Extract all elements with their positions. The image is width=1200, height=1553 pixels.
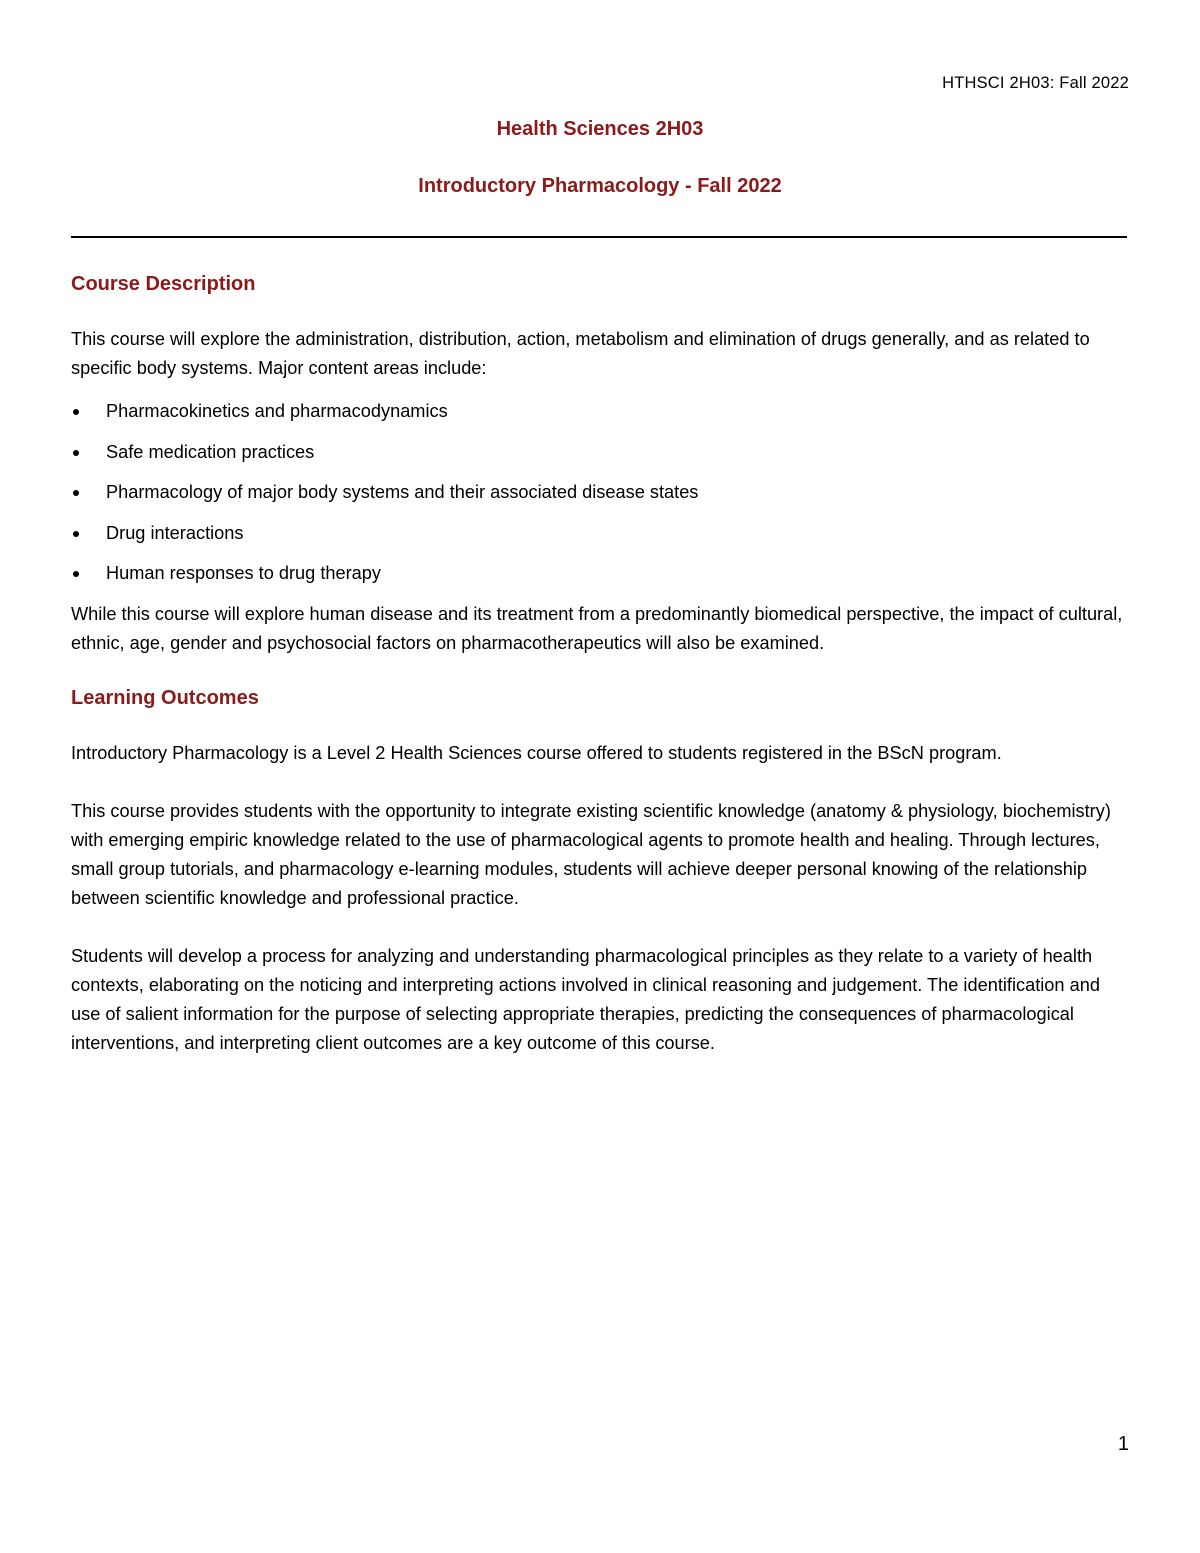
title-block — [0, 115, 1200, 200]
document-body — [71, 270, 1133, 1058]
bullet-icon — [73, 571, 79, 577]
page-number: 1 — [1117, 1433, 1129, 1455]
course-description-section — [71, 270, 1133, 658]
title-divider — [71, 236, 1127, 238]
learning-outcomes-paragraph: Introductory Pharmacology is a Level 2 Health Sciences course offered to students registered in the BScN program. — [71, 742, 1002, 763]
bullet-icon — [73, 531, 79, 537]
course-description-heading: Course Description — [71, 273, 256, 295]
list-item-text: Pharmacology of major body systems and their associated disease states — [106, 482, 699, 502]
content-areas-list — [71, 397, 1133, 588]
course-description-closing: While this course will explore human disease and its treatment from a predominantly biomedical perspective, the impact of cultural, ethnic, age, gender and psychosocial factors on pharmacotherapeutics will also be examined. — [71, 603, 1123, 653]
learning-outcomes-heading: Learning Outcomes — [71, 686, 259, 709]
bullet-icon — [73, 450, 79, 456]
document-title: Health Sciences 2H03 — [496, 118, 704, 140]
learning-outcomes-paragraph: Students will develop a process for analyzing and understanding pharmacological principles as they relate to a variety of health contexts, elaborating on the noticing and interpreting actions involved in clinical reasoning and judgement. The identification and use of salient information for the purpose of selecting appropriate therapies, predicting the consequences of pharmacological interventions, and interpreting client outcomes are a key outcome of this course. — [71, 945, 1100, 1053]
list-item — [71, 559, 1133, 588]
course-description-intro: This course will explore the administration, distribution, action, metabolism and elimination of drugs generally, and as related to specific body systems. Major content areas include: — [71, 329, 1090, 378]
list-item-text: Human responses to drug therapy — [106, 563, 381, 583]
bullet-icon — [73, 490, 79, 496]
bullet-icon — [73, 409, 79, 415]
list-item-text: Pharmacokinetics and pharmacodynamics — [106, 401, 448, 421]
list-item-text: Safe medication practices — [106, 441, 315, 462]
document-subtitle: Introductory Pharmacology - Fall 2022 — [418, 175, 782, 197]
learning-outcomes-paragraph: This course provides students with the opportunity to integrate existing scientific knowledge (anatomy & physiology, biochemistry) with emerging empiric knowledge related to the use of pharmacological agents to promote health and healing. Through lectures, small group tutorials, and pharmacology e-learning modules, students will achieve deeper personal knowing of the relationship between scientific knowledge and professional practice. — [71, 800, 1111, 908]
list-item — [71, 519, 1133, 548]
list-item — [71, 438, 1133, 467]
list-item-text: Drug interactions — [106, 522, 244, 543]
learning-outcomes-section — [71, 684, 1133, 1058]
list-item — [71, 478, 1133, 507]
running-header: HTHSCI 2H03: Fall 2022 — [942, 74, 1129, 92]
list-item — [71, 397, 1133, 426]
